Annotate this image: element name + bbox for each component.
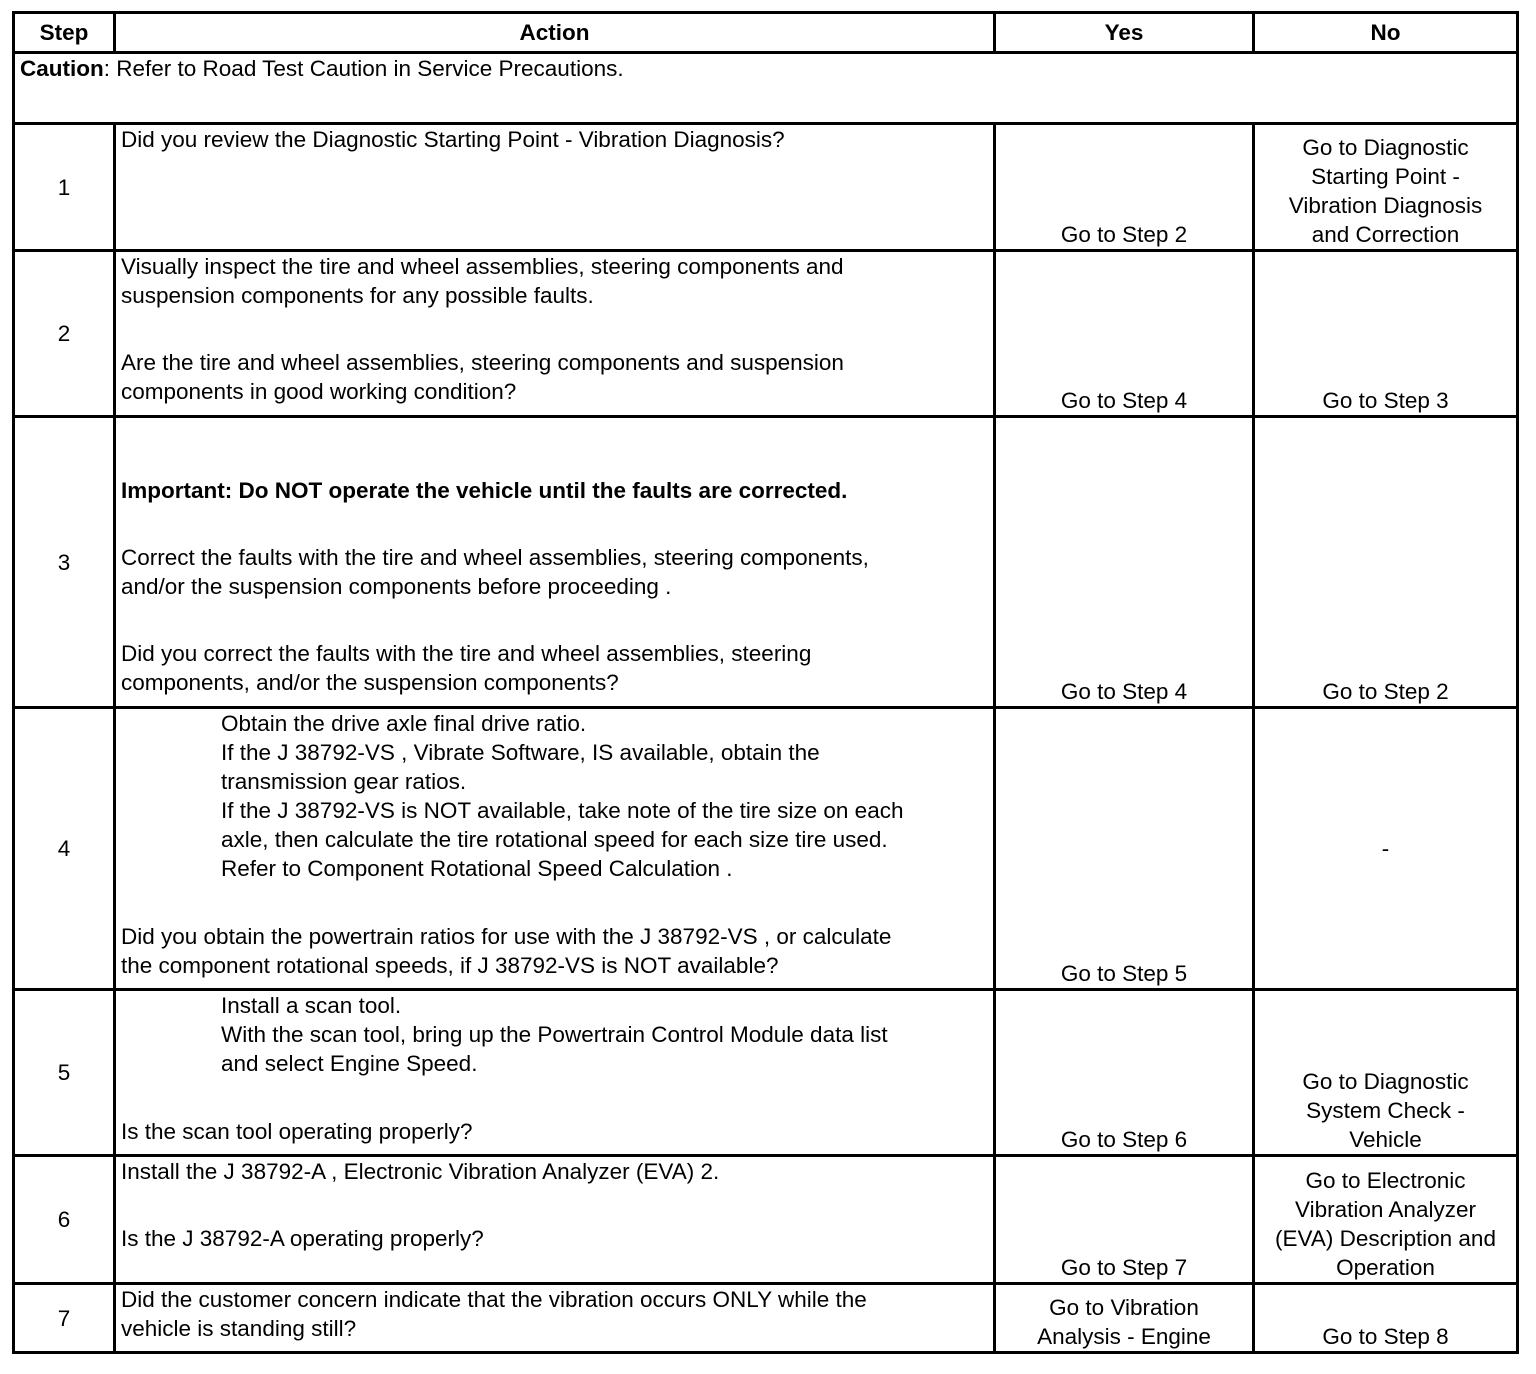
question-text: Is the scan tool operating properly? [121,1119,473,1144]
no-line: Go to Diagnostic [1302,135,1469,160]
header-yes: Yes [995,13,1254,53]
question-text: Is the J 38792-A operating properly? [121,1226,484,1251]
list-item: transmission gear ratios. [221,769,467,794]
list-item: Install a scan tool. [221,993,402,1018]
no-cell [1254,990,1518,1156]
no-line: and Correction [1311,222,1460,247]
question-text: components in good working condition? [121,379,517,404]
step-number: 2 [14,251,115,417]
question-text: Did you obtain the powertrain ratios for use with the J 38792-VS , or calculate [121,924,892,949]
yes-cell: Go to Step 5 [995,708,1254,990]
no-line: (EVA) Description and [1275,1226,1496,1251]
yes-line: Analysis - Engine [1037,1324,1211,1349]
table-row [14,708,1518,990]
diagnostic-table [12,11,1519,1354]
no-line: Go to Electronic [1305,1168,1466,1193]
question-text: vehicle is standing still? [121,1316,357,1341]
no-cell: - [1254,708,1518,990]
action-cell [115,708,995,990]
action-cell [115,251,995,417]
step-number: 6 [14,1156,115,1284]
list-item: Refer to Component Rotational Speed Calculation . [221,856,733,881]
important-note: Important: Do NOT operate the vehicle until the faults are corrected. [121,478,848,503]
no-cell [1254,1156,1518,1284]
table-row [14,124,1518,251]
step-number: 4 [14,708,115,990]
list-item: If the J 38792-VS , Vibrate Software, IS available, obtain the [221,740,820,765]
action-cell [115,124,995,251]
table-row [14,251,1518,417]
header-row [14,13,1518,53]
action-cell [115,417,995,708]
yes-cell: Go to Step 2 [995,124,1254,251]
action-text: Install the J 38792-A , Electronic Vibration Analyzer (EVA) 2. [121,1159,720,1184]
list-item: axle, then calculate the tire rotational speed for each size tire used. [221,827,888,852]
step-number: 5 [14,990,115,1156]
caution-row [14,53,1518,124]
list-item: and select Engine Speed. [221,1051,478,1076]
instruction-list [121,991,988,1078]
yes-cell: Go to Step 6 [995,990,1254,1156]
question-text: components, and/or the suspension components? [121,670,619,695]
no-line: Operation [1336,1255,1435,1280]
table-row [14,990,1518,1156]
action-text: suspension components for any possible faults. [121,283,594,308]
question-text: Did you correct the faults with the tire and wheel assemblies, steering [121,641,812,666]
list-item: With the scan tool, bring up the Powertrain Control Module data list [221,1022,888,1047]
step-number: 3 [14,417,115,708]
header-action: Action [115,13,995,53]
action-text: Did you review the Diagnostic Starting Point - Vibration Diagnosis? [121,127,785,152]
yes-cell: Go to Step 4 [995,417,1254,708]
yes-line: Go to Vibration [1049,1295,1199,1320]
caution-label: Caution [20,56,104,81]
yes-cell: Go to Step 7 [995,1156,1254,1284]
no-cell: Go to Step 8 [1254,1284,1518,1353]
no-line: Vibration Analyzer [1295,1197,1476,1222]
question-text: the component rotational speeds, if J 38792-VS is NOT available? [121,953,779,978]
instruction-list [121,709,988,883]
action-text: Visually inspect the tire and wheel assemblies, steering components and [121,254,844,279]
list-item: Obtain the drive axle final drive ratio. [221,711,587,736]
action-text: and/or the suspension components before proceeding . [121,574,672,599]
yes-cell [995,1284,1254,1353]
action-cell [115,990,995,1156]
no-line: Go to Diagnostic [1302,1069,1469,1094]
header-no: No [1254,13,1518,53]
caution-cell [14,53,1518,124]
table-row [14,1156,1518,1284]
no-cell [1254,124,1518,251]
action-cell [115,1284,995,1353]
step-number: 1 [14,124,115,251]
no-line: Vehicle [1349,1127,1422,1152]
no-line: Vibration Diagnosis [1288,193,1483,218]
table-row [14,1284,1518,1353]
action-cell [115,1156,995,1284]
no-cell: Go to Step 2 [1254,417,1518,708]
header-step: Step [14,13,115,53]
caution-text: : Refer to Road Test Caution in Service Precautions. [103,56,624,81]
question-text: Did the customer concern indicate that the vibration occurs ONLY while the [121,1287,867,1312]
table-row [14,417,1518,708]
question-text: Are the tire and wheel assemblies, steering components and suspension [121,350,844,375]
yes-cell: Go to Step 4 [995,251,1254,417]
list-item: If the J 38792-VS is NOT available, take note of the tire size on each [221,798,904,823]
no-line: Starting Point - [1311,164,1460,189]
action-text: Correct the faults with the tire and wheel assemblies, steering components, [121,545,869,570]
no-line: System Check - [1306,1098,1465,1123]
step-number: 7 [14,1284,115,1353]
no-cell: Go to Step 3 [1254,251,1518,417]
